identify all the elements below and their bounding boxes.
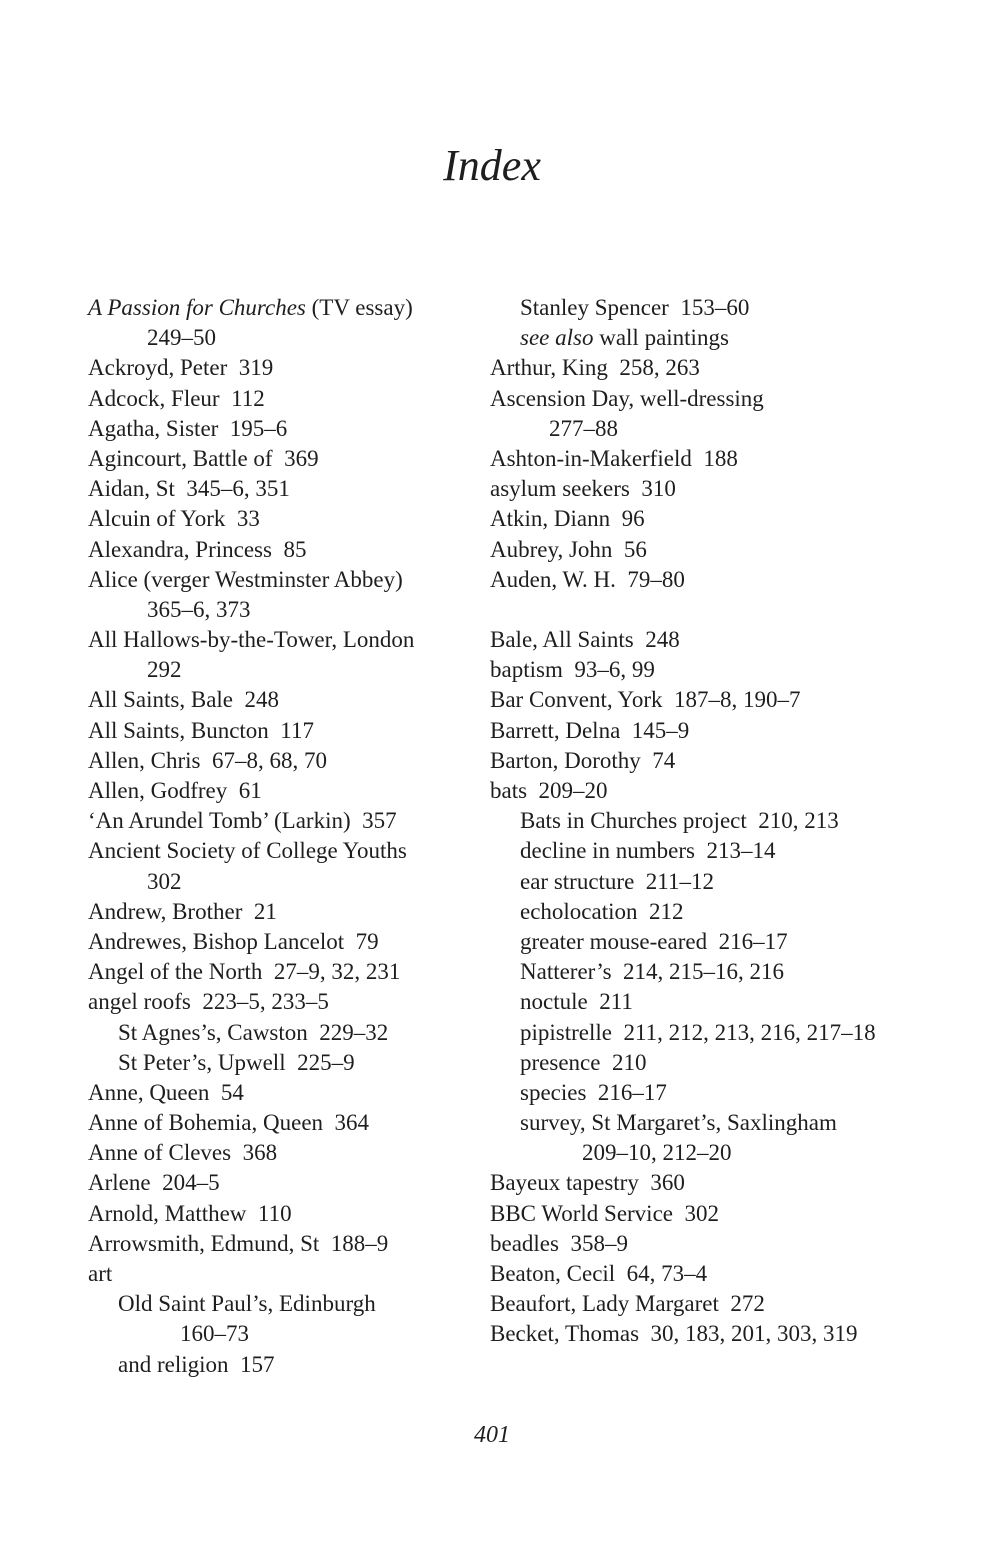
entry-text: Angel of the North 27–9, 32, 231 <box>88 959 401 985</box>
entry-text: 249–50 <box>147 325 216 351</box>
index-entry <box>88 293 468 323</box>
index-subentry <box>490 957 890 987</box>
index-entry <box>490 1168 890 1198</box>
entry-text: All Saints, Bale 248 <box>88 687 280 713</box>
entry-text: Atkin, Diann 96 <box>490 506 645 532</box>
entry-text: All Hallows-by-the-Tower, London <box>88 627 415 653</box>
entry-text: 160–73 <box>180 1321 249 1347</box>
entry-text: Old Saint Paul’s, Edinburgh <box>118 1291 376 1317</box>
entry-text: Alice (verger Westminster Abbey) <box>88 566 403 592</box>
index-subentry <box>490 1078 890 1108</box>
index-entry <box>88 565 468 595</box>
index-entry <box>88 1078 468 1108</box>
entry-text: Bar Convent, York 187–8, 190–7 <box>490 687 801 713</box>
index-subentry <box>490 987 890 1017</box>
index-entry <box>490 535 890 565</box>
entry-text: art <box>88 1261 113 1286</box>
entry-text: All Saints, Buncton 117 <box>88 717 314 743</box>
index-subentry <box>490 867 890 897</box>
index-entry <box>88 444 468 474</box>
index-entry-continuation <box>88 595 468 625</box>
entry-text: ‘An Arundel Tomb’ (Larkin) 357 <box>88 808 397 834</box>
entry-text: survey, St Margaret’s, Saxlingham <box>520 1110 837 1136</box>
entry-text: echolocation 212 <box>520 898 684 924</box>
entry-text: Allen, Godfrey 61 <box>88 778 262 803</box>
entry-text: Natterer’s 214, 215–16, 216 <box>520 959 785 985</box>
index-entry-continuation <box>88 655 468 685</box>
page-number: 401 <box>474 1422 510 1448</box>
index-subentry <box>88 1350 468 1380</box>
index-entry <box>490 1319 890 1349</box>
index-entry <box>490 776 890 806</box>
index-entry <box>88 1168 468 1198</box>
entry-text: Alexandra, Princess 85 <box>88 536 307 562</box>
entry-text: Alcuin of York 33 <box>88 506 260 532</box>
entry-text: Beaton, Cecil 64, 73–4 <box>490 1261 708 1286</box>
entry-text: St Agnes’s, Cawston 229–32 <box>118 1019 389 1045</box>
index-entry <box>490 1229 890 1259</box>
entry-text: ear structure 211–12 <box>520 868 714 894</box>
index-entry <box>490 353 890 383</box>
index-entry-continuation <box>88 323 468 353</box>
entry-text: Allen, Chris 67–8, 68, 70 <box>88 747 327 773</box>
index-entry <box>88 535 468 565</box>
entry-text: Ashton-in-Makerfield 188 <box>490 445 738 471</box>
index-entry <box>490 1199 890 1229</box>
entry-text: St Peter’s, Upwell 225–9 <box>118 1049 355 1075</box>
index-entry <box>88 1199 468 1229</box>
entry-text: Arrowsmith, Edmund, St 188–9 <box>88 1230 389 1256</box>
index-subentry <box>490 293 890 323</box>
index-entry <box>490 1259 890 1289</box>
index-subentry <box>490 1048 890 1078</box>
index-entry <box>490 1289 890 1319</box>
index-entry <box>88 625 468 655</box>
entry-text: Agincourt, Battle of 369 <box>88 445 319 471</box>
entry-text: wall paintings <box>593 325 729 351</box>
index-entry <box>88 746 468 776</box>
index-subentry <box>490 836 890 866</box>
entry-text: Andrewes, Bishop Lancelot 79 <box>88 928 379 954</box>
index-entry <box>490 625 890 655</box>
index-entry <box>88 1229 468 1259</box>
entry-text: BBC World Service 302 <box>490 1200 719 1226</box>
entry-text: baptism 93–6, 99 <box>490 657 655 683</box>
index-entry <box>88 504 468 534</box>
index-entry <box>88 414 468 444</box>
index-entry <box>88 927 468 957</box>
index-entry <box>490 384 890 414</box>
index-entry-continuation <box>88 867 468 897</box>
index-entry-continuation <box>490 1138 890 1168</box>
index-left-column <box>88 293 468 1380</box>
index-entry <box>88 685 468 715</box>
entry-text: Arlene 204–5 <box>88 1170 220 1196</box>
index-entry-continuation <box>88 1319 468 1349</box>
index-entry <box>88 716 468 746</box>
entry-text: decline in numbers 213–14 <box>520 838 776 864</box>
entry-text: Bayeux tapestry 360 <box>490 1170 685 1196</box>
entry-text: 277–88 <box>549 415 618 441</box>
entry-text: angel roofs 223–5, 233–5 <box>88 989 329 1015</box>
entry-text: 209–10, 212–20 <box>582 1140 732 1166</box>
entry-text: Anne, Queen 54 <box>88 1079 244 1105</box>
entry-text: beadles 358–9 <box>490 1230 628 1256</box>
index-entry <box>490 685 890 715</box>
entry-text: greater mouse-eared 216–17 <box>520 928 788 954</box>
index-entry <box>88 897 468 927</box>
entry-text: 302 <box>147 868 182 894</box>
entry-text: Agatha, Sister 195–6 <box>88 415 288 441</box>
index-entry <box>490 595 890 625</box>
page-title: Index <box>443 141 541 190</box>
entry-text: Bats in Churches project 210, 213 <box>520 808 839 834</box>
index-entry-continuation <box>490 414 890 444</box>
index-subentry <box>490 323 890 353</box>
entry-text: Ancient Society of College Youths <box>88 838 407 864</box>
entry-text: Barton, Dorothy 74 <box>490 747 676 773</box>
entry-text: Aubrey, John 56 <box>490 536 647 562</box>
entry-text: Andrew, Brother 21 <box>88 898 277 924</box>
index-subentry <box>490 1108 890 1138</box>
index-entry <box>88 987 468 1017</box>
italic-title: see also <box>520 325 594 351</box>
index-subentry <box>490 897 890 927</box>
entry-text: Becket, Thomas 30, 183, 201, 303, 319 <box>490 1321 858 1347</box>
index-entry <box>88 836 468 866</box>
entry-text: bats 209–20 <box>490 778 608 803</box>
entry-text: (TV essay) <box>305 295 413 320</box>
entry-text: pipistrelle 211, 212, 213, 216, 217–18 <box>520 1019 876 1045</box>
index-entry <box>88 1138 468 1168</box>
entry-text: 365–6, 373 <box>147 596 251 622</box>
entry-text: and religion 157 <box>118 1351 275 1377</box>
index-subentry <box>88 1048 468 1078</box>
index-entry <box>88 384 468 414</box>
entry-text: asylum seekers 310 <box>490 476 676 502</box>
entry-text: Anne of Bohemia, Queen 364 <box>88 1110 370 1136</box>
index-subentry <box>88 1289 468 1319</box>
entry-text: Aidan, St 345–6, 351 <box>88 476 290 502</box>
index-entry <box>88 1259 468 1289</box>
index-entry <box>88 957 468 987</box>
italic-title: A Passion for Churches <box>88 295 306 320</box>
index-entry <box>490 474 890 504</box>
index-entry <box>88 776 468 806</box>
entry-text: 292 <box>147 657 182 683</box>
index-subentry <box>88 1018 468 1048</box>
entry-text: Stanley Spencer 153–60 <box>520 295 750 320</box>
index-entry <box>490 504 890 534</box>
entry-text: Arnold, Matthew 110 <box>88 1200 292 1226</box>
entry-text: presence 210 <box>520 1049 647 1075</box>
entry-text: Beaufort, Lady Margaret 272 <box>490 1291 765 1317</box>
entry-text: Auden, W. H. 79–80 <box>490 566 685 592</box>
index-subentry <box>490 806 890 836</box>
entry-text: Ackroyd, Peter 319 <box>88 355 274 381</box>
index-right-column <box>490 293 890 1350</box>
entry-text: Arthur, King 258, 263 <box>490 355 700 381</box>
index-entry <box>88 353 468 383</box>
entry-text: species 216–17 <box>520 1079 667 1105</box>
index-entry <box>88 806 468 836</box>
entry-text: Ascension Day, well-dressing <box>490 385 764 411</box>
index-entry <box>490 565 890 595</box>
index-entry <box>490 746 890 776</box>
entry-text: Anne of Cleves 368 <box>88 1140 278 1166</box>
index-entry <box>88 474 468 504</box>
index-entry <box>490 655 890 685</box>
index-subentry <box>490 927 890 957</box>
entry-text: Adcock, Fleur 112 <box>88 385 265 411</box>
entry-text: Bale, All Saints 248 <box>490 627 680 653</box>
entry-text: noctule 211 <box>520 989 633 1015</box>
index-subentry <box>490 1018 890 1048</box>
index-entry <box>490 444 890 474</box>
entry-text: Barrett, Delna 145–9 <box>490 717 690 743</box>
index-entry <box>88 1108 468 1138</box>
index-entry <box>490 716 890 746</box>
